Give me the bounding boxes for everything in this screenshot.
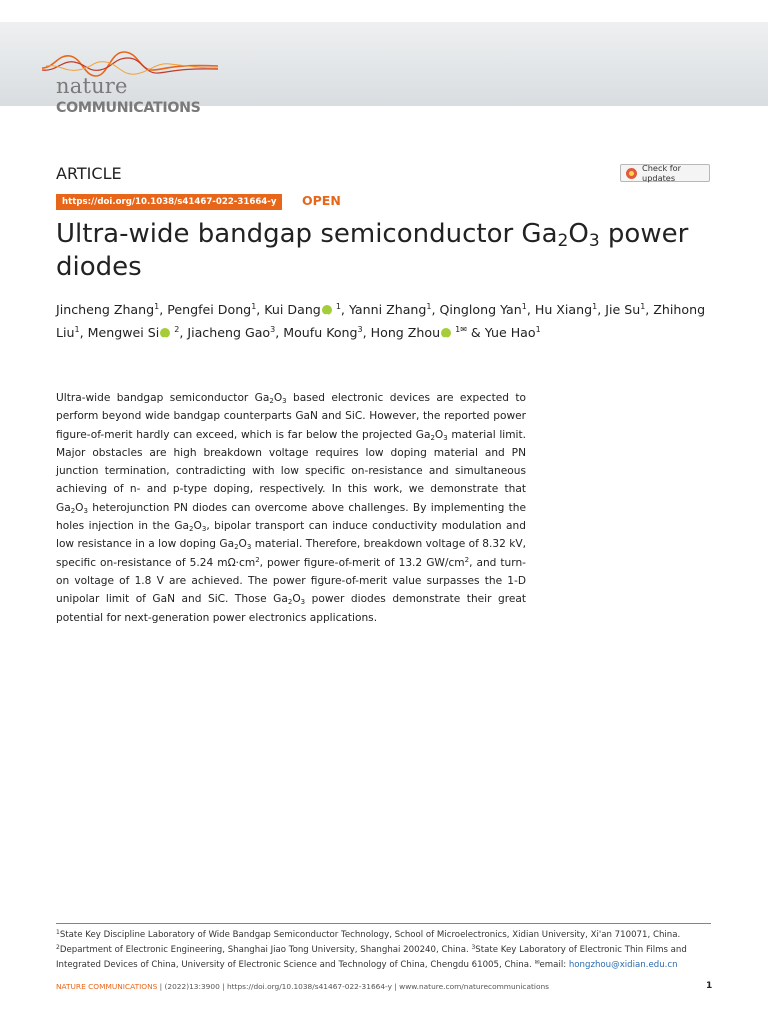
affiliation-text: State Key Discipline Laboratory of Wide Bandgap Semiconductor Technology, School of Microelectronics, Xidian University, Xi'an 710071, China. [59,930,681,940]
title-subscript: 2 [557,231,569,251]
footnote-divider [56,923,711,924]
author-name[interactable]: Jie Su [605,302,641,317]
author-affiliation-marker: 1 [154,302,160,311]
author-name[interactable]: Mengwei Si [87,325,160,340]
author-list: Jincheng Zhang$^1$, Pengfei Dong$^1$, Kui DangiD $^1$, Yanni Zhang$^1$, Qinglong Yan$^1$, Hu Xiang$^1$, Jie Su$^1$, Zhihong Liu$^1$, Mengwei SiiD $^2$, Jiacheng Gao$^3$, Moufu Kong$^3$, Hong ZhouiD $^{1✉}$ & Yue Hao$^1$ [56,298,716,344]
affiliation-marker: 2 [56,944,60,951]
check-for-updates-label: Check for updates [642,163,682,183]
author-name[interactable]: Qinglong Yan [439,302,522,317]
author-name[interactable]: Kui Dang [264,302,321,317]
affiliation-text: State Key Laboratory of Electronic Thin Films and Integrated Devices of China, University of Electronic Science and Technology of China, Chengdu 61005, China. [56,945,687,970]
abstract-subscript: 2 [287,598,293,607]
footer-citation[interactable]: | (2022)13:3900 | https://doi.org/10.1038/s41467-022-31664-y | www.nature.com/naturecommunications [157,982,550,991]
envelope-icon: ✉ [534,959,540,966]
affiliation-marker: 1 [56,929,60,936]
author-name[interactable]: Jincheng Zhang [56,302,155,317]
abstract-subscript: 2 [269,397,274,405]
abstract-subscript: 2 [189,525,194,534]
affiliations [56,928,716,973]
author-affiliation-marker: 1 [426,302,432,311]
title-text: Ultra-wide bandgap semiconductor Ga [56,219,558,249]
check-for-updates-button[interactable] [620,164,710,182]
abstract-subscript: 2 [70,506,76,515]
affiliation-marker: 3 [471,944,476,951]
author-affiliation-marker: 1 [74,325,80,334]
orcid-icon[interactable] [322,305,332,315]
orcid-icon[interactable] [441,328,451,338]
author-affiliation-marker: 1 [535,325,541,334]
email-link[interactable]: hongzhou@xidian.edu.cn [568,960,678,970]
abstract-subscript: 3 [443,433,448,442]
author-affiliation-marker: 2 [174,325,180,334]
abstract-subscript: 3 [83,506,88,515]
author-affiliation-marker: 1 [640,302,646,311]
abstract-subscript: 2 [430,433,435,442]
abstract-subscript: 3 [282,397,287,405]
author-name[interactable]: Hong Zhou [370,325,441,340]
author-affiliation-marker: 3 [357,325,363,334]
article-type-label: ARTICLE [56,164,122,183]
author-affiliation-marker: 3 [270,325,276,334]
author-affiliation-marker: 1 [521,302,527,311]
article-title [56,218,736,284]
author-name[interactable]: Jiacheng Gao [187,325,271,340]
doi-link[interactable]: https://doi.org/10.1038/s41467-022-31664-y [56,194,282,210]
abstract-superscript: 2 [255,555,260,564]
journal-logo-nature: nature [56,74,128,98]
abstract-subscript: 3 [300,598,306,607]
author-name[interactable]: Hu Xiang [534,302,593,317]
abstract: Ultra-wide bandgap semiconductor $Ga_2O_3$ based electronic devices are expected to perform beyond wide bandgap counterparts GaN and SiC. However, the reported power figure-of-merit hardly can exceed, which is far below the projected $Ga_2O_3$ material limit. Major obstacles are high breakdown voltage requires low doping material and PN junction termination, contradicting with low specific on-resistance and simultaneous achieving of n- and p-type doping, respectively. In this work, we demonstrate that $Ga_2O_3$ heterojunction PN diodes can overcome above challenges. By implementing the holes injection in the $Ga_2O_3$, bipolar transport can induce conductivity modulation and low resistance in a low doping $Ga_2O_3$ material. Therefore, breakdown voltage of 8.32 kV, specific on-resistance of 5.24 $m\Omega\cdot cm^2$, power figure-of-merit of 13.2 $GW/cm^2$, and turn-on voltage of 1.8 V are achieved. The power figure-of-merit value surpasses the 1-D unipolar limit of GaN and SiC. Those $Ga_2O_3$ power diodes demonstrate their great potential for next-generation power electronics applications. [56,392,526,624]
title-text: O [568,219,589,249]
abstract-subscript: 3 [246,543,252,552]
email-label: email: [539,960,569,970]
footer-journal-name: NATURE COMMUNICATIONS [56,982,158,991]
affiliation-text: Department of Electronic Engineering, Shanghai Jiao Tong University, Shanghai 200240, China. [59,945,469,955]
author-name[interactable]: Yanni Zhang [348,302,427,317]
author-name[interactable]: Pengfei Dong [167,302,252,317]
author-affiliation-marker: 1✉ [455,325,467,334]
page-footer [56,982,712,991]
abstract-subscript: 3 [201,525,207,534]
journal-banner [0,22,768,116]
crossmark-icon [626,168,637,179]
abstract-subscript: 2 [234,543,239,552]
author-name[interactable]: Zhihong Liu [56,302,706,340]
author-name[interactable]: Moufu Kong [283,325,358,340]
open-access-label: OPEN [302,193,341,208]
orcid-icon[interactable] [160,328,170,338]
author-affiliation-marker: 1 [592,302,598,311]
author-name[interactable]: Yue Hao [484,325,536,340]
title-text: power diodes [56,219,689,282]
page-number: 1 [706,981,713,991]
author-affiliation-marker: 1 [251,302,257,311]
author-affiliation-marker: 1 [335,302,341,311]
title-subscript: 3 [588,231,600,251]
journal-logo-communications: COMMUNICATIONS [56,100,201,116]
abstract-superscript: 2 [464,555,470,564]
